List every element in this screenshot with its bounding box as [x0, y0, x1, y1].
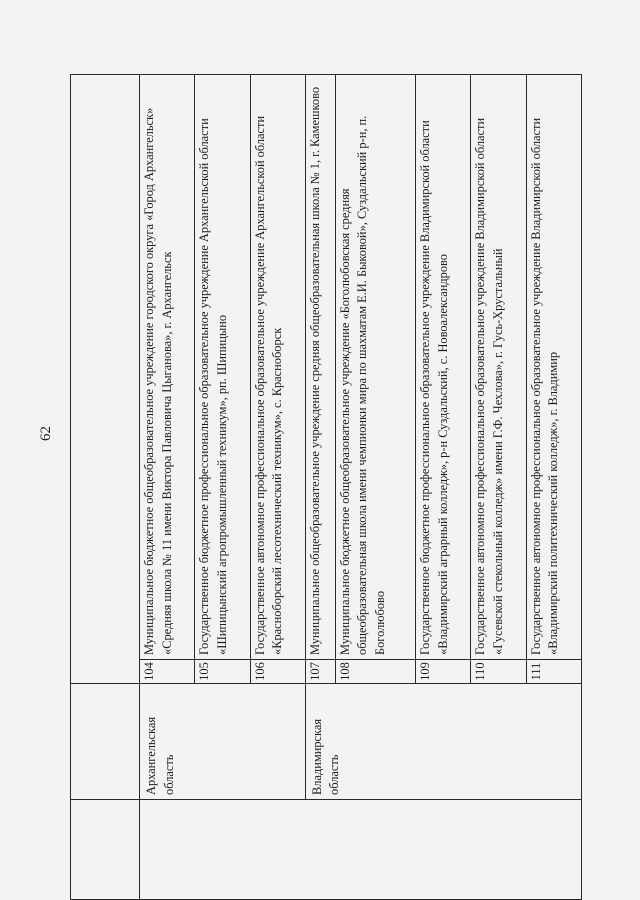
institution-name: Государственное автономное профессиональное образовательное учреждение Владимирской области «Владимирский политехнический колледж», г. Владимир: [526, 75, 581, 660]
table-row: [140, 75, 195, 900]
table-row: [305, 75, 335, 900]
row-number: 110: [471, 660, 526, 684]
table-container: [70, 75, 582, 900]
row-number: 104: [140, 660, 195, 684]
row-number: 105: [195, 660, 250, 684]
row-number: 109: [416, 660, 471, 684]
row-number: 107: [305, 660, 335, 684]
institutions-table: [70, 74, 582, 900]
institution-name: Государственное бюджетное профессиональное образовательное учреждение Владимирской области «Владимирский аграрный колледж», р-н Суздальский, с. Новоалександрово: [416, 75, 471, 660]
header-cell-empty: [71, 75, 140, 684]
institution-name: Государственное автономное профессиональное образовательное учреждение Владимирской области «Гусевской стекольный колледж» имени Г.Ф. Чехлова», г. Гусь-Хрустальный: [471, 75, 526, 660]
institution-name: Муниципальное бюджетное общеобразовательное учреждение городского округа «Город Архангельск» «Средняя школа № 11 имени Виктора Павловича Цыганова», г. Архангельск: [140, 75, 195, 660]
institution-name: Государственное бюджетное профессиональное образовательное учреждение Архангельской области «Шипицынский агропромышленный техникум», рп. Шипицыно: [195, 75, 250, 660]
row-number: 106: [250, 660, 305, 684]
region-cell-vladimir: Владимирская область: [305, 684, 581, 800]
region-cell-arkhangelsk: Архангельская область: [140, 684, 306, 800]
page-number: 62: [38, 426, 54, 441]
table-header-row: [71, 75, 140, 900]
institution-name: Государственное автономное профессиональное образовательное учреждение Архангельской области «Красноборский лесотехнический техникум», с. Красноборск: [250, 75, 305, 660]
header-cell-empty: [71, 800, 140, 900]
header-cell-empty: [71, 684, 140, 800]
row-number: 111: [526, 660, 581, 684]
institution-name: Муниципальное общеобразовательное учреждение средняя общеобразовательная школа № 1, г. Камешково: [305, 75, 335, 660]
row-number: 108: [335, 660, 416, 684]
empty-column-cell: [140, 800, 582, 900]
institution-name: Муниципальное бюджетное общеобразовательное учреждение «Боголюбовская средняя общеобразовательная школа имени чемпионки мира по шахматам Е.И. Быковой», Суздальский р-н, п. Боголюбово: [335, 75, 416, 660]
